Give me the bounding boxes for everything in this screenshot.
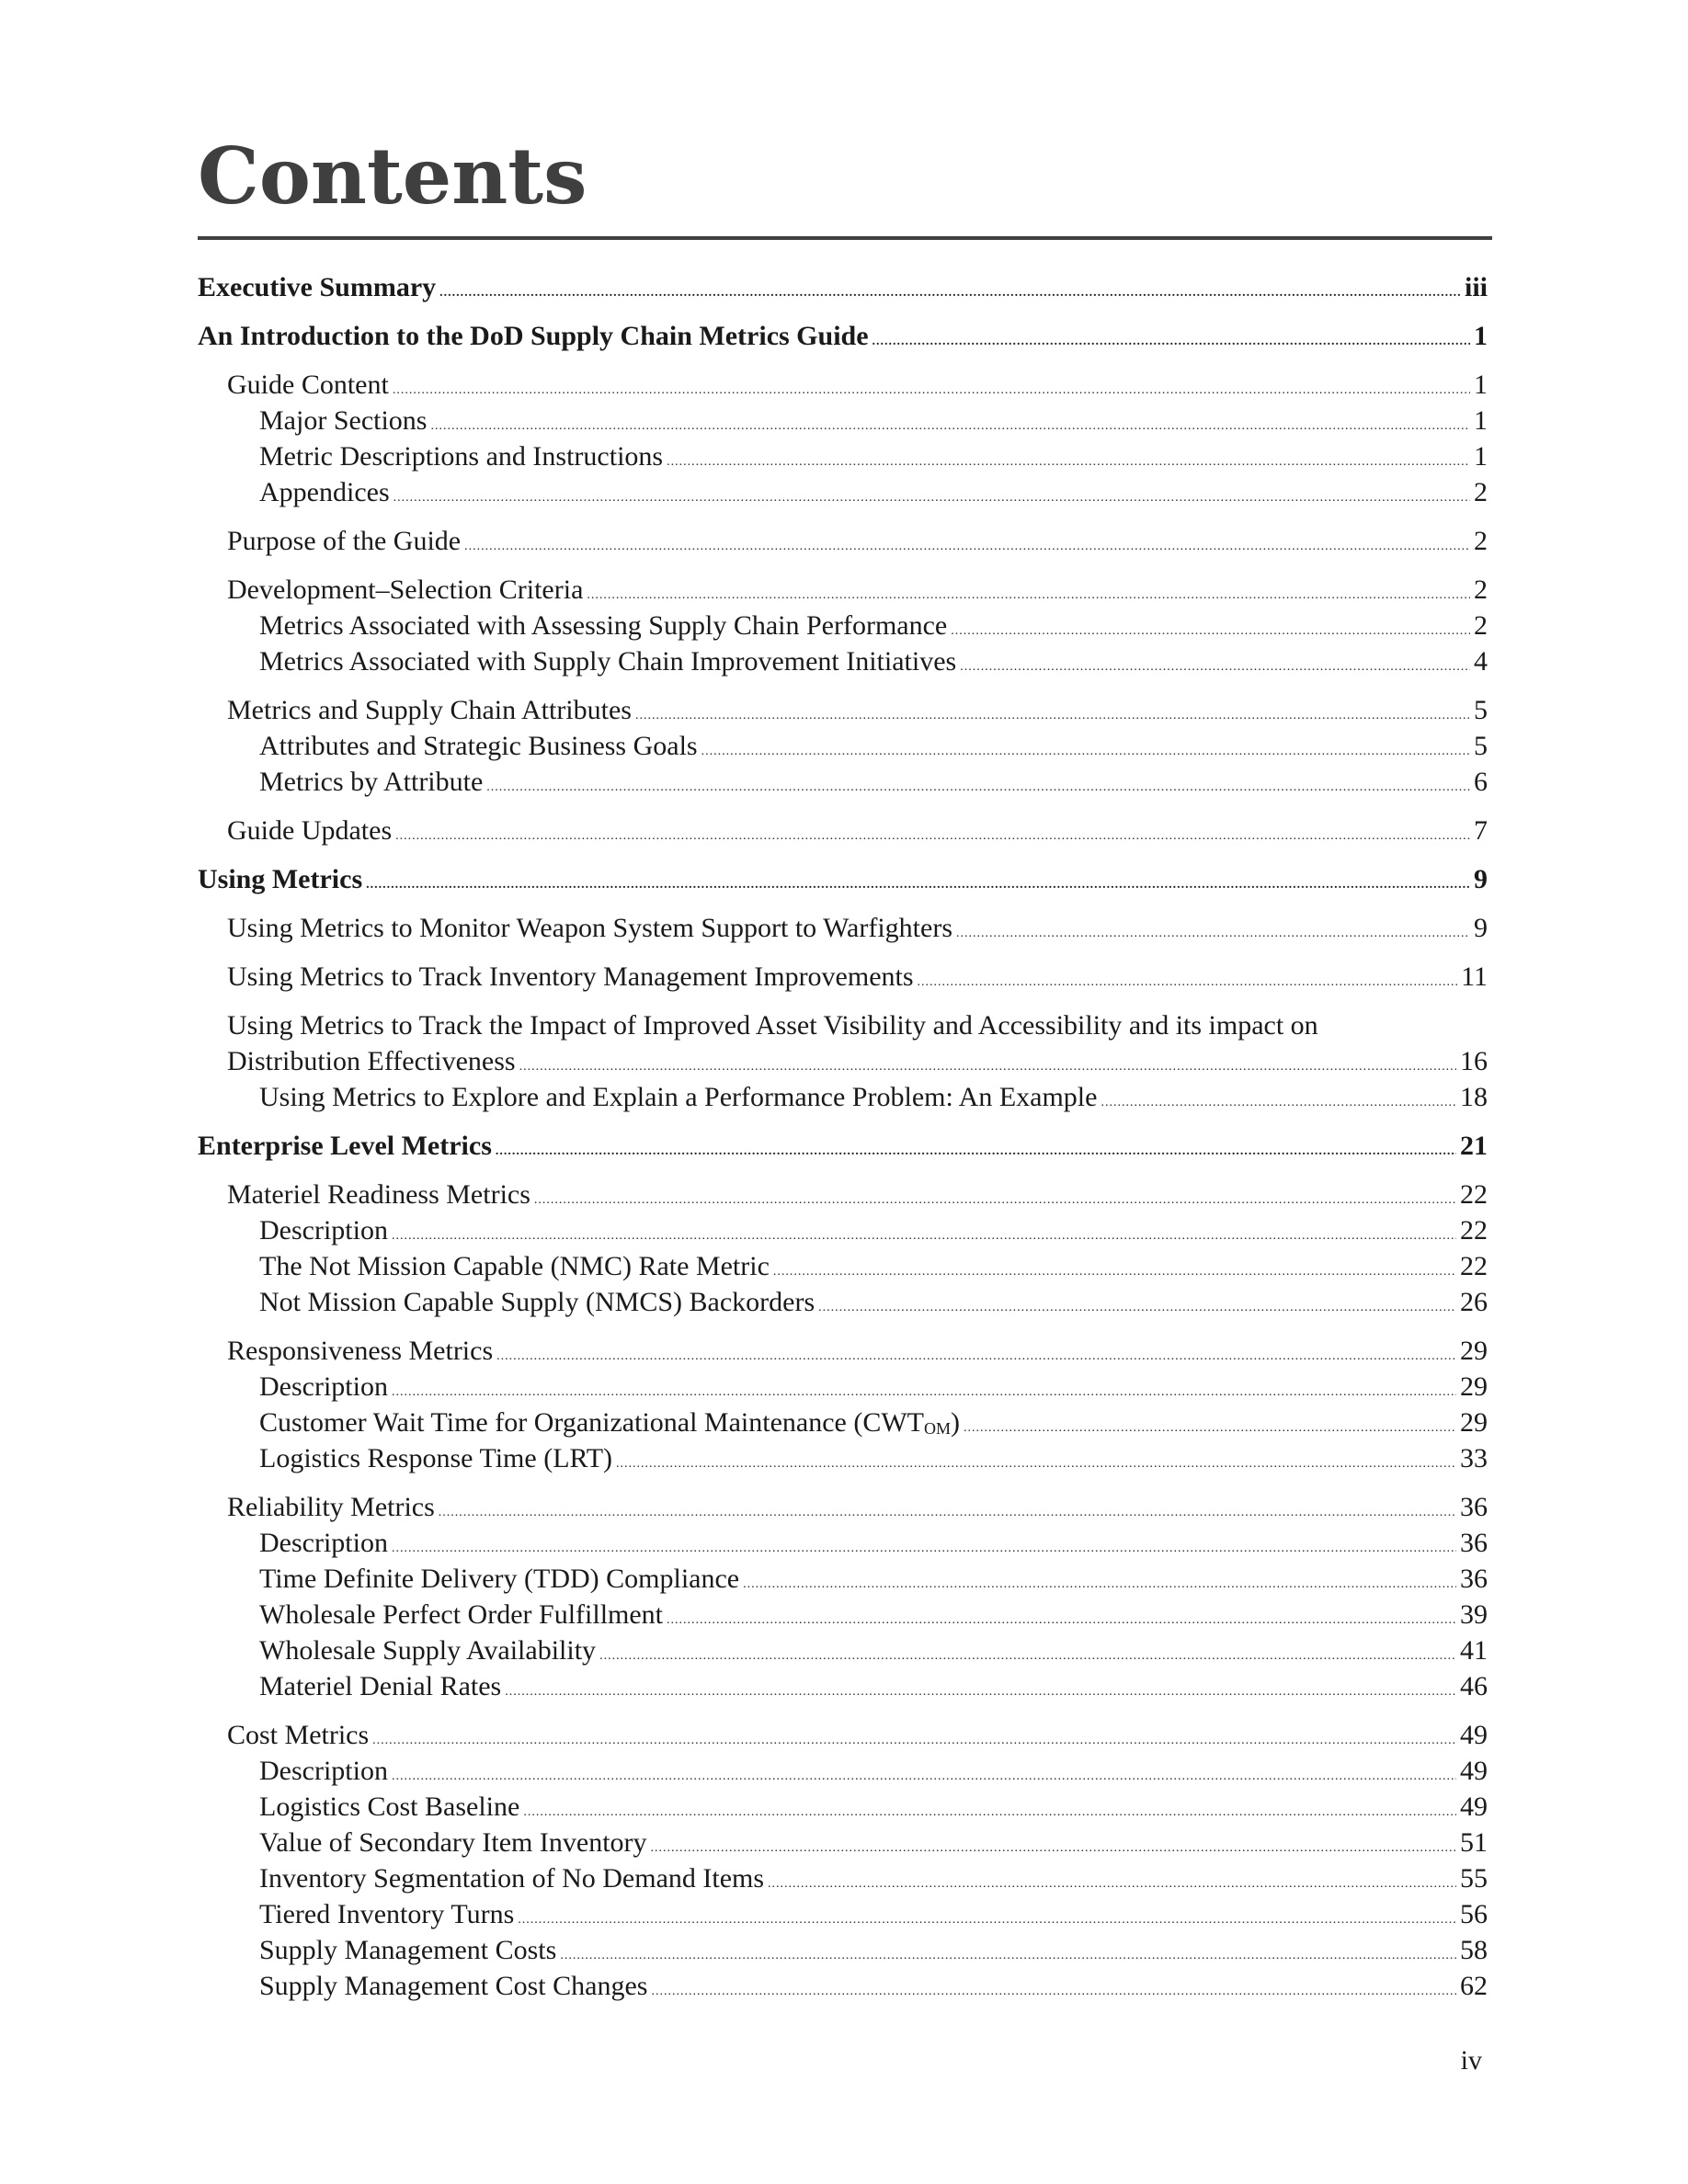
toc-dot-leader [818,1290,1456,1320]
toc-entry-page-number: 22 [1460,1251,1488,1281]
toc-entry-title-suffix: ) [951,1407,961,1438]
toc-entry-title [259,1284,815,1320]
toc-dot-leader [918,964,1458,995]
toc-dot-leader [430,408,1470,438]
toc-entry-page-number: 6 [1474,767,1488,797]
toc-entry[interactable] [198,1717,1488,1753]
toc-entry-title-text: Using Metrics to Track Inventory Management Improvements [227,961,914,992]
toc-entry-page-number: 49 [1460,1720,1488,1750]
toc-entry-page-number: 7 [1474,815,1488,846]
toc-dot-leader [951,613,1470,643]
toc-entry-subscript: OM [924,1419,952,1438]
toc-dot-leader [534,1182,1456,1212]
toc-entry[interactable] [198,1043,1488,1079]
toc-entry-title [259,728,698,764]
toc-dot-leader [768,1866,1456,1896]
toc-entry-page-number: 22 [1460,1179,1488,1210]
toc-entry[interactable] [198,474,1488,510]
toc-entry-page-number: 58 [1460,1935,1488,1965]
toc-entry[interactable] [198,1860,1488,1896]
toc-dot-leader [956,916,1470,946]
toc-dot-leader [667,444,1470,474]
toc-entry-title-text: Tiered Inventory Turns [259,1899,515,1929]
toc-entry-title [227,572,583,608]
toc-entry[interactable] [198,1079,1488,1115]
toc-entry-title-text: Using Metrics [198,864,363,894]
toc-entry-title-line: Using Metrics to Track the Impact of Improved Asset Visibility and Accessibility and its impact on [227,1010,1318,1041]
toc-entry-title-text: Wholesale Supply Availability [259,1635,597,1666]
toc-entry-title-text: Using Metrics to Monitor Weapon System Support to Warfighters [227,913,952,943]
toc-entry-title-text: Cost Metrics [227,1720,370,1750]
toc-entry-page-number: 29 [1460,1336,1488,1366]
toc-entry-page-number: 1 [1474,405,1488,436]
toc-entry-title-text: Materiel Denial Rates [259,1671,502,1701]
toc-entry-title-text: Metric Descriptions and Instructions [259,441,664,472]
toc-entry-title [227,692,632,728]
toc-entry-title [259,1597,663,1632]
page-number: iv [1460,2045,1482,2076]
toc-entry-title-text: Metrics Associated with Supply Chain Improvement Initiatives [259,646,957,677]
toc-dot-leader [486,769,1470,800]
toc-entry-title-text: The Not Mission Capable (NMC) Rate Metric [259,1251,770,1281]
toc-entry-title [198,318,869,354]
toc-dot-leader [599,1638,1456,1668]
toc-entry-title [259,1369,388,1405]
toc-entry-title [259,1825,647,1860]
toc-entry-title-text: Supply Management Costs [259,1935,557,1965]
toc-entry-title-text: Description [259,1528,388,1558]
toc-entry-page-number: 36 [1460,1528,1488,1558]
toc-entry[interactable] [198,643,1488,679]
toc-dot-leader [616,1446,1456,1476]
toc-entry-title-text: Appendices [259,477,390,507]
toc-entry[interactable] [198,728,1488,764]
toc-entry-title [259,643,956,679]
toc-entry-title [259,474,390,510]
toc-dot-leader [523,1794,1456,1825]
toc-entry-page-number: 33 [1460,1443,1488,1473]
toc-entry-title-text: Guide Content [227,370,389,400]
toc-entry-page-number: 4 [1474,646,1488,677]
toc-entry[interactable] [198,1248,1488,1284]
toc-entry-title-text: Customer Wait Time for Organizational Maintenance (CWT [259,1407,924,1438]
toc-entry-page-number: 36 [1460,1564,1488,1594]
toc-entry-page-number: 2 [1474,610,1488,641]
toc-entry-page-number: 1 [1474,370,1488,400]
toc-dot-leader [464,529,1470,559]
toc-dot-leader [635,698,1470,728]
toc-dot-leader [1101,1085,1456,1115]
toc-entry-page-number: 39 [1460,1599,1488,1630]
toc-entry[interactable] [198,1489,1488,1525]
toc-entry-title-text: Development–Selection Criteria [227,574,584,605]
toc-dot-leader [651,1974,1456,2004]
toc-entry[interactable] [198,1128,1488,1164]
toc-entry-title-text: Logistics Response Time (LRT) [259,1443,613,1473]
toc-entry[interactable] [198,608,1488,643]
toc-entry[interactable] [198,764,1488,800]
toc-entry-title-text: Using Metrics to Explore and Explain a Performance Problem: An Example [259,1082,1098,1112]
toc-dot-leader [392,1374,1456,1405]
toc-entry-title [259,608,947,643]
toc-entry-title-text: Metrics Associated with Assessing Supply Chain Performance [259,610,948,641]
toc-dot-leader [395,818,1470,848]
toc-entry[interactable] [198,1561,1488,1597]
toc-entry[interactable] [198,403,1488,438]
toc-entry-title [259,764,483,800]
toc-dot-leader [960,649,1470,679]
toc-entry-page-number: 22 [1460,1215,1488,1246]
toc-entry-page-number: 55 [1460,1863,1488,1894]
toc-entry-page-number: 1 [1474,321,1488,351]
toc-entry[interactable] [198,1525,1488,1561]
toc-entry[interactable] [198,1284,1488,1320]
toc-entry-title-text: Logistics Cost Baseline [259,1792,520,1822]
toc-entry-title [227,1177,530,1212]
toc-entry-title-text: Enterprise Level Metrics [198,1131,492,1161]
toc-entry-title [227,1043,516,1079]
toc-entry-title [227,1333,493,1369]
toc-entry-title-text: Materiel Readiness Metrics [227,1179,530,1210]
toc-entry-title [259,1753,388,1789]
toc-entry[interactable] [198,1789,1488,1825]
toc-entry-title-text: Supply Management Cost Changes [259,1971,648,2001]
toc-entry-page-number: 62 [1460,1971,1488,2001]
toc-entry-title [259,1212,388,1248]
toc-entry-title-text: Description [259,1371,388,1402]
toc-entry-title-text: Attributes and Strategic Business Goals [259,731,698,761]
toc-entry[interactable] [198,1405,1488,1440]
toc-dot-leader [439,275,1461,305]
page-heading: Contents [198,131,587,222]
toc-entry[interactable] [198,692,1488,728]
toc-entry-page-number: 29 [1460,1407,1488,1438]
toc-entry[interactable] [198,367,1488,403]
toc-entry-page-number: 11 [1461,961,1488,992]
toc-entry-page-number: 29 [1460,1371,1488,1402]
toc-entry[interactable] [198,959,1488,995]
toc-entry[interactable] [198,1440,1488,1476]
toc-entry-title-text: Metrics by Attribute [259,767,484,797]
toc-entry-title [259,1248,770,1284]
toc-entry-title-text: Not Mission Capable Supply (NMCS) Backorders [259,1287,815,1317]
toc-dot-leader [773,1254,1456,1284]
toc-entry-title [259,1440,612,1476]
toc-entry-title [259,1968,647,2004]
toc-dot-leader [701,734,1470,764]
toc-entry[interactable] [198,523,1488,559]
toc-entry-title-text: Purpose of the Guide [227,526,462,556]
toc-entry-title-text: Reliability Metrics [227,1492,435,1522]
toc-entry-page-number: 1 [1474,441,1488,472]
toc-dot-leader [393,480,1470,510]
toc-entry-title-text: Responsiveness Metrics [227,1336,494,1366]
toc-entry-title [227,1717,369,1753]
toc-dot-leader [667,1602,1456,1632]
toc-entry-page-number: 5 [1474,695,1488,725]
toc-entry-title [259,403,427,438]
toc-entry-title [227,959,914,995]
toc-entry-title [259,1789,519,1825]
toc-entry-title-text: Guide Updates [227,815,393,846]
toc-entry-title-text: Value of Secondary Item Inventory [259,1827,647,1858]
toc-entry[interactable] [198,1968,1488,2004]
toc-dot-leader [372,1723,1456,1753]
toc-dot-leader [518,1902,1456,1932]
toc-dot-leader [496,1338,1456,1369]
toc-entry-title [259,1860,764,1896]
toc-entry-page-number: 5 [1474,731,1488,761]
toc-entry-page-number: 16 [1460,1046,1488,1076]
toc-entry-title [259,1896,514,1932]
heading-divider [198,236,1492,240]
toc-dot-leader [651,1830,1456,1860]
toc-entry-title [259,438,663,474]
toc-entry-title [227,1489,435,1525]
toc-entry-page-number: 21 [1460,1131,1488,1161]
toc-entry-title-text: Time Definite Delivery (TDD) Compliance [259,1564,740,1594]
toc-entry-title-text: Wholesale Perfect Order Fulfillment [259,1599,664,1630]
toc-entry-page-number: 18 [1460,1082,1488,1112]
toc-entry[interactable] [198,1333,1488,1369]
toc-entry-title [227,910,952,946]
toc-entry-title-text: Major Sections [259,405,428,436]
toc-dot-leader [496,1133,1456,1164]
toc-dot-leader [392,1530,1456,1561]
toc-entry-page-number: 9 [1474,864,1488,894]
toc-entry-title [259,1405,960,1440]
toc-entry-page-number: 49 [1460,1756,1488,1786]
toc-entry[interactable] [198,1932,1488,1968]
toc-entry-title [259,1632,596,1668]
toc-dot-leader [587,577,1470,608]
toc-entry-title [198,269,436,305]
toc-entry[interactable] [198,1632,1488,1668]
toc-entry-page-number: 49 [1460,1792,1488,1822]
toc-dot-leader [505,1674,1456,1704]
toc-entry-title [227,813,392,848]
toc-entry-title [259,1525,388,1561]
toc-entry-page-number: iii [1464,272,1488,302]
toc-entry-title [259,1668,501,1704]
toc-dot-leader [873,324,1470,354]
toc-entry[interactable] [198,813,1488,848]
toc-entry-title [198,1128,492,1164]
toc-entry[interactable] [198,1825,1488,1860]
toc-entry[interactable] [198,861,1488,897]
toc-entry-page-number: 2 [1474,477,1488,507]
toc-entry-page-number: 46 [1460,1671,1488,1701]
toc-dot-leader [439,1495,1456,1525]
toc-entry-title-text: Executive Summary [198,272,437,302]
toc-entry-title [227,367,389,403]
toc-entry[interactable] [198,269,1488,305]
toc-entry[interactable] [198,572,1488,608]
toc-dot-leader [964,1410,1456,1440]
toc-entry-title-text: Description [259,1756,388,1786]
toc-entry-page-number: 41 [1460,1635,1488,1666]
toc-entry[interactable] [198,438,1488,474]
toc-entry[interactable] [198,1896,1488,1932]
toc-dot-leader [366,867,1470,897]
toc-dot-leader [392,1758,1456,1789]
toc-entry-page-number: 51 [1460,1827,1488,1858]
toc-entry-page-number: 26 [1460,1287,1488,1317]
toc-entry[interactable] [198,1753,1488,1789]
toc-entry-title [259,1561,739,1597]
toc-dot-leader [392,1218,1456,1248]
toc-entry-page-number: 36 [1460,1492,1488,1522]
toc-entry-title [198,861,362,897]
toc-entry-title-text: Distribution Effectiveness [227,1046,516,1076]
toc-entry-title [259,1932,556,1968]
toc-entry-title [227,523,461,559]
toc-entry[interactable] [198,1668,1488,1704]
toc-entry-page-number: 9 [1474,913,1488,943]
toc-entry-page-number: 56 [1460,1899,1488,1929]
toc-entry[interactable] [198,910,1488,946]
toc-entry[interactable] [198,1212,1488,1248]
toc-dot-leader [560,1938,1456,1968]
toc-entry[interactable] [198,1369,1488,1405]
toc-dot-leader [519,1049,1456,1079]
toc-entry[interactable] [198,1597,1488,1632]
toc-dot-leader [393,372,1470,403]
table-of-contents [198,269,1488,2004]
toc-entry-title-text: Metrics and Supply Chain Attributes [227,695,632,725]
toc-dot-leader [743,1566,1456,1597]
toc-entry-page-number: 2 [1474,574,1488,605]
toc-entry[interactable] [198,318,1488,354]
toc-entry-title-text: Inventory Segmentation of No Demand Items [259,1863,765,1894]
toc-entry-title [259,1079,1097,1115]
toc-entry[interactable] [198,1177,1488,1212]
toc-entry-title-text: Description [259,1215,388,1246]
toc-entry-page-number: 2 [1474,526,1488,556]
toc-entry-title-text: An Introduction to the DoD Supply Chain Metrics Guide [198,321,869,351]
